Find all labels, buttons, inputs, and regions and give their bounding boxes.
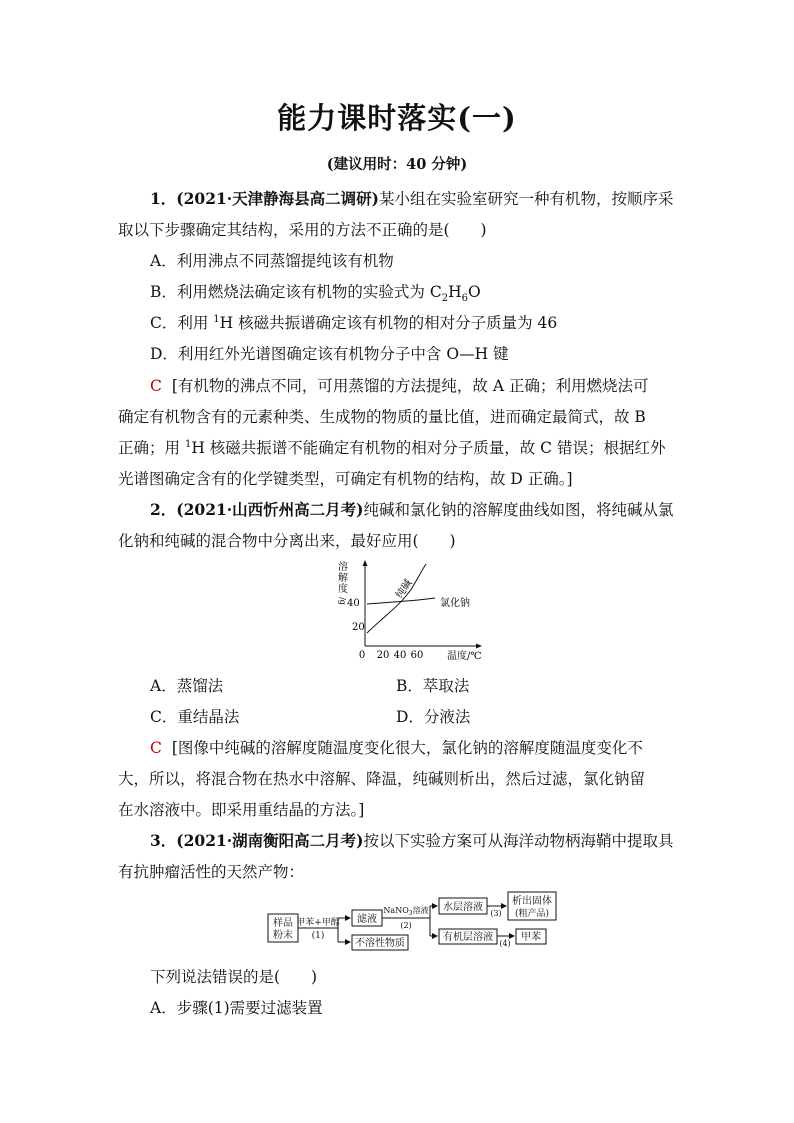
sample-label-line2: 粉末 xyxy=(273,930,293,941)
step1-reagent: 甲苯+甲醇 xyxy=(296,918,340,928)
q1-explanation-line3: 正确；用 $^1$H 核磁共振谱不能确定有机物的相对分子质量，故 C 错误；根据红外 xyxy=(118,438,666,457)
step1-label: (1) xyxy=(311,931,325,941)
q2-stem-line2: 化钠和纯碱的混合物中分离出来，最好应用( ) xyxy=(118,532,456,550)
step3-label: (3) xyxy=(490,909,502,918)
xtick-60: 60 xyxy=(410,650,424,661)
xtick-20: 20 xyxy=(376,650,390,661)
q2-option-c: C．重结晶法 xyxy=(150,708,240,726)
q1-option-a: A．利用沸点不同蒸馏提纯该有机物 xyxy=(150,252,394,270)
q2-answer: C xyxy=(150,739,162,757)
q1-option-d: D．利用红外光谱图确定该有机物分子中含 O—H 键 xyxy=(150,345,509,363)
ylabel-char-2: 解 xyxy=(338,573,348,584)
q1-explanation-line4: 光谱图确定含有的化学键类型，可确定有机物的结构，故 D 正确。] xyxy=(118,470,573,488)
q1-explanation-line1: C [有机物的沸点不同，可用蒸馏的方法提纯，故 A 正确；利用燃烧法可 xyxy=(150,377,649,395)
q3-option-a: A．步骤(1)需要过滤装置 xyxy=(150,999,323,1017)
q1-stem-text: 某小组在实验室研究一种有机物，按顺序采 xyxy=(379,190,674,208)
sodium-chloride-label: 氯化钠 xyxy=(440,598,470,609)
q2-option-a: A．蒸馏法 xyxy=(150,677,224,695)
ylabel-char-1: 溶 xyxy=(338,562,348,573)
q1-stem-line2: 取以下步骤确定其结构，采用的方法不正确的是( ) xyxy=(118,221,487,239)
page-title: 能力课时落实(一) xyxy=(277,101,517,135)
y-axis-arrow xyxy=(363,560,368,566)
step2-label: (2) xyxy=(400,921,412,930)
q3-stem-line1: 3．(2021·湖南衡阳高二月考)按以下实验方案可从海洋动物柄海鞘中提取具 xyxy=(150,831,674,850)
x-axis-label: 温度/℃ xyxy=(447,651,482,662)
q2-stem-line1: 2．(2021·山西忻州高二月考)纯碱和氯化钠的溶解度曲线如图，将纯碱从氯 xyxy=(150,500,674,519)
q3-source: (2021·湖南衡阳高二月考) xyxy=(176,831,364,850)
soda-ash-label: 纯碱 xyxy=(394,577,415,601)
xtick-0: 0 xyxy=(358,650,366,661)
q3-question: 下列说法错误的是( ) xyxy=(150,968,318,986)
step2-reagent: NaNO$_3$溶液 xyxy=(383,906,429,917)
q1-source: (2021·天津静海县高二调研) xyxy=(176,189,380,208)
soda-ash-curve xyxy=(367,564,426,633)
aqueous-layer-label: 水层溶液 xyxy=(443,902,483,913)
q2-source: (2021·山西忻州高二月考) xyxy=(176,500,364,519)
q1-explanation-line2: 确定有机物含有的元素种类、生成物的物质的量比值，进而确定最简式，故 B xyxy=(118,408,646,426)
extraction-flowchart xyxy=(266,890,562,952)
organic-layer-label: 有机层溶液 xyxy=(443,932,493,943)
q3-stem-line2: 有抗肿瘤活性的天然产物： xyxy=(118,863,305,881)
filtrate-label: 滤液 xyxy=(357,914,377,925)
ylabel-unit: /g xyxy=(338,597,347,605)
q2-explanation-line3: 在水溶液中。即采用重结晶的方法。] xyxy=(118,801,365,819)
ytick-20: 20 xyxy=(352,622,365,633)
q1-stem-line1 xyxy=(150,187,674,209)
solubility-figure xyxy=(330,560,500,664)
insoluble-label: 不溶性物质 xyxy=(355,938,405,949)
toluene-label: 甲苯 xyxy=(521,932,541,943)
q2-option-b: B．萃取法 xyxy=(396,677,470,695)
solid-label-line1: 析出固体 xyxy=(512,896,552,907)
q2-option-d: D．分液法 xyxy=(396,708,471,726)
step4-label: (4) xyxy=(499,939,511,948)
q1-option-c: C．利用 $^1$H 核磁共振谱确定该有机物的相对分子质量为 46 xyxy=(150,313,558,332)
xtick-40: 40 xyxy=(393,650,407,661)
sample-label-line1: 样品 xyxy=(273,918,293,929)
q1-option-b: B．利用燃烧法确定该有机物的实验式为 $C_2H_6O$ xyxy=(150,283,481,305)
ytick-40: 40 xyxy=(347,598,360,609)
x-axis-arrow xyxy=(476,644,482,649)
q1-number: 1． xyxy=(150,189,177,208)
ylabel-char-3: 度 xyxy=(338,584,348,595)
q2-explanation-line2: 大，所以，将混合物在热水中溶解、降温，纯碱则析出，然后过滤，氯化钠留 xyxy=(118,770,646,788)
suggested-time: (建议用时：40 分钟) xyxy=(326,156,468,173)
solid-label-line2: (粗产品) xyxy=(514,909,550,919)
q1-answer: C xyxy=(150,377,162,395)
q2-explanation-line1: C [图像中纯碱的溶解度随温度变化很大，氯化钠的溶解度随温度变化不 xyxy=(150,739,643,757)
